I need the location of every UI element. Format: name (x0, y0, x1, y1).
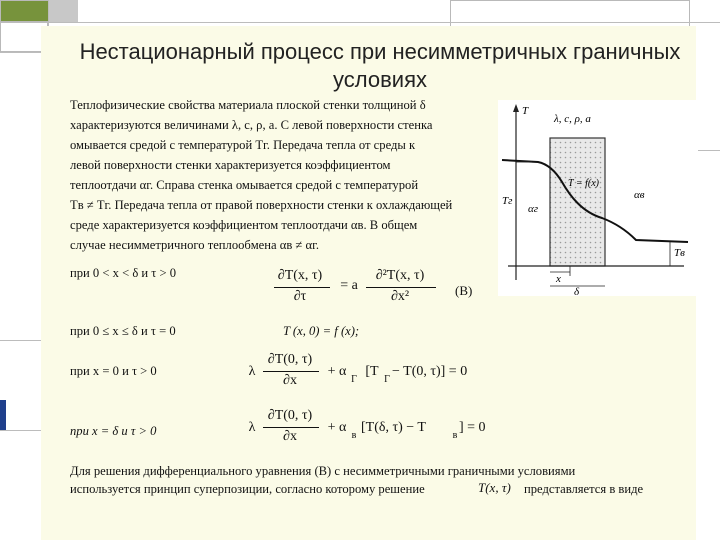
wall-temperature-figure (498, 100, 696, 296)
paragraph-line: омывается средой с температурой Tг. Передача тепла от среды к (70, 138, 416, 152)
label-x: x (556, 273, 561, 285)
description-paragraph (70, 95, 500, 255)
bc2-plus: + α (327, 420, 347, 435)
bc1-bar (263, 371, 319, 372)
paragraph-line: Теплофизические свойства материала плоской стенки толщиной δ (70, 98, 426, 112)
decor-square-gray (48, 0, 78, 22)
paragraph-line: характеризуются величинами λ, c, ρ, a. С левой поверхности стенка (70, 118, 433, 132)
pde-bar-left (274, 287, 330, 288)
paragraph-line: Tв ≠ Tг. Передача тепла от правой поверхности стенки к охлаждающей (70, 198, 453, 212)
bottom-line-3: представляется в виде (524, 482, 644, 496)
label-Tv: Tв (674, 247, 685, 259)
label-alpha-g: αг (528, 203, 539, 215)
pde-formula (270, 268, 473, 318)
slide-title (60, 38, 700, 94)
equation-label: (В) (455, 283, 473, 298)
axis-arrow (513, 104, 519, 112)
bc2-num: ∂T(0, τ) (267, 408, 313, 423)
pde-num-right: ∂²T(x, τ) (375, 268, 425, 283)
bc1-num: ∂T(0, τ) (267, 352, 313, 367)
title-text: Нестационарный процесс при несимметричных граничных условиях (79, 39, 681, 92)
pde-eq: = a (340, 278, 358, 293)
paragraph-line: среде характеризуется коэффициентом теплоотдачи αв. В общем (70, 218, 418, 232)
label-alpha-v: αв (634, 189, 645, 201)
label-props: λ, c, ρ, a (554, 113, 591, 125)
bc2-den: ∂x (283, 429, 297, 444)
bc1-sub: Г (351, 374, 357, 385)
initial-condition: T (x, 0) = f (x); (283, 324, 360, 338)
decor-square-blue (0, 400, 6, 430)
bc2-sub: в (351, 430, 357, 441)
bc1-tsub: Г (384, 374, 390, 385)
bc2-rest: [T(δ, τ) − T (361, 420, 426, 435)
bc1-formula (245, 352, 485, 398)
paragraph-line: теплоотдачи αг. Справа стенка омывается средой с температурой (70, 178, 419, 192)
label-Tg: Tг (502, 195, 513, 207)
bc1-bracket: [T (365, 364, 379, 379)
condition-3: при x = 0 и τ > 0 (70, 364, 157, 378)
bottom-line-1: Для решения дифференциального уравнения (В) с несимметричными граничными условиями (70, 464, 576, 478)
bottom-line-2: используется принцип суперпозиции, согласно которому решение (70, 482, 425, 496)
label-delta: δ (574, 286, 580, 296)
bc2-lambda: λ (248, 420, 256, 435)
bc1-den: ∂x (283, 373, 297, 388)
label-T: T (522, 105, 529, 117)
bc2-tsub: в (452, 430, 458, 441)
condition-4: при x = δ и τ > 0 (70, 424, 157, 438)
right-rule (698, 150, 720, 151)
condition-1: при 0 < x < δ и τ > 0 (70, 266, 177, 280)
bc2-formula (245, 408, 485, 454)
bottom-formula: T(x, τ) (478, 480, 511, 495)
horizontal-rule (0, 22, 720, 23)
bc1-rest: − T(0, τ)] = 0 (392, 364, 468, 379)
pde-den-right: ∂x² (390, 289, 410, 304)
pde-den-left: ∂τ (293, 289, 307, 304)
bc2-bar (263, 427, 319, 428)
condition-2: при 0 ≤ x ≤ δ и τ = 0 (70, 324, 176, 338)
bc1-lambda: λ (248, 364, 256, 379)
paragraph-line: случае несимметричного теплообмена αв ≠ αг. (70, 238, 319, 252)
paragraph-line: левой поверхности стенки характеризуется коэффициентом (70, 158, 391, 172)
figure-svg (498, 100, 696, 296)
label-f: T = f(x) (568, 178, 600, 189)
bc1-plus: + α (327, 364, 347, 379)
bc2-end: ] = 0 (459, 420, 486, 435)
pde-num-left: ∂T(x, τ) (277, 268, 323, 283)
pde-bar-right (366, 287, 436, 288)
